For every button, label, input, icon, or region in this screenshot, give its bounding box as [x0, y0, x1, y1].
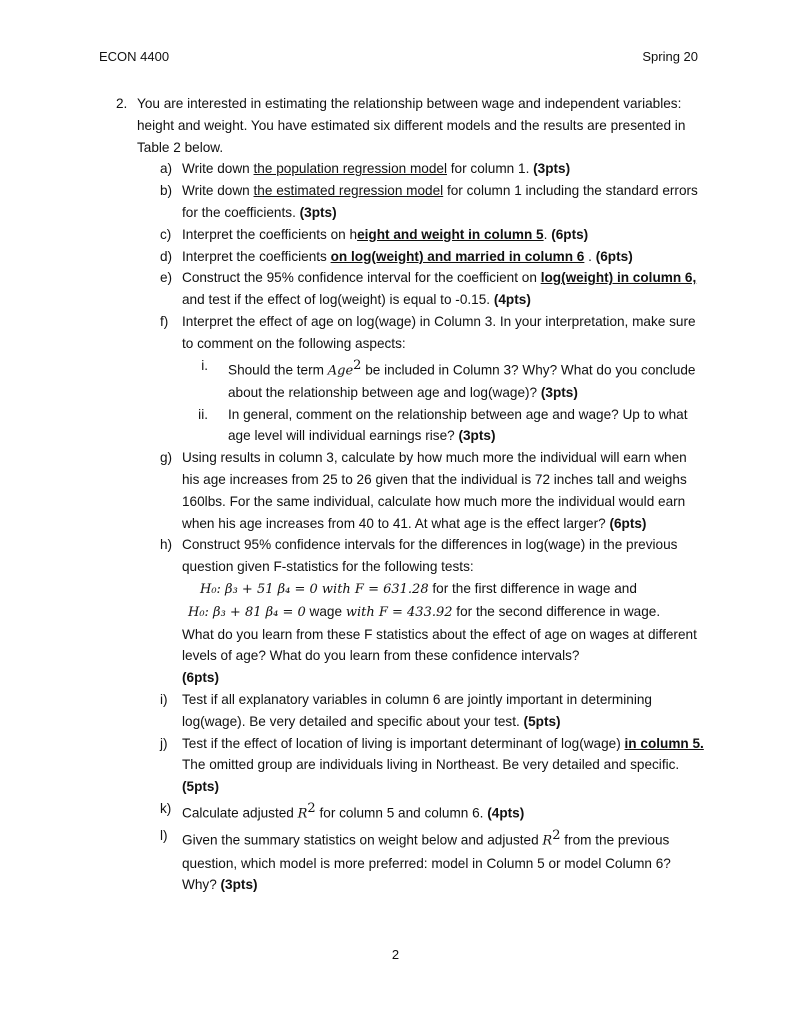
item-text: Given the summary statistics on weight below and adjusted: [182, 832, 543, 848]
item-points: (3pts): [458, 428, 496, 444]
item-label: e): [160, 270, 173, 286]
math-exponent: 2: [353, 357, 362, 373]
question-number: 2.: [116, 96, 128, 111]
hypothesis-2-math: H₀: β₃ + 81 β₄ = 0: [188, 604, 306, 620]
item-text: be included in Column 3? Why? What do you conclude about the relationship between age and log(wage)?: [228, 362, 696, 400]
math-age: Age: [327, 363, 354, 379]
math-exponent: 2: [552, 828, 561, 844]
item-points: (4pts): [493, 292, 531, 308]
item-label: l): [160, 828, 168, 844]
item-text: Calculate adjusted: [182, 805, 298, 821]
item-points: (3pts): [220, 877, 258, 893]
item-b: [137, 180, 706, 224]
item-text: .: [543, 226, 552, 242]
item-h: [137, 534, 706, 689]
hypothesis-2-word: wage: [305, 603, 346, 619]
item-label: j): [160, 735, 168, 751]
header-term: Spring 20: [642, 49, 698, 64]
hypothesis-1-text: for the first difference in wage and: [428, 581, 637, 597]
item-j: [137, 733, 706, 798]
item-text: Write down: [182, 183, 254, 199]
item-text: for column 1 including the standard errors for the coefficients.: [182, 183, 698, 220]
item-text: Should the term: [228, 362, 328, 378]
item-text: .: [584, 248, 596, 264]
item-label: g): [160, 450, 173, 466]
math-r-squared: R: [297, 806, 308, 822]
sub-item-label: i.: [201, 357, 208, 373]
item-label: d): [160, 248, 173, 264]
hypothesis-1: [182, 578, 706, 601]
item-c: [137, 224, 706, 246]
item-label: b): [160, 183, 173, 199]
question-intro: You are interested in estimating the relationship between wage and independent variables: height and weight. You have estimated six different models and the results are presented in Table 2 below.: [137, 96, 686, 155]
item-label: a): [160, 161, 173, 177]
item-e: [137, 267, 706, 311]
hypothesis-2-text: for the second difference in wage.: [452, 603, 661, 619]
item-text: Test if all explanatory variables in column 6 are jointly important in determining log(wage). Be very detailed and specific about your test.: [182, 692, 652, 729]
item-text: Write down: [182, 161, 254, 177]
item-points: (6pts): [182, 670, 220, 686]
item-text: Construct the 95% confidence interval for the coefficient on: [182, 270, 541, 286]
item-points: (3pts): [299, 204, 337, 220]
item-text: Using results in column 3, calculate by how much more the individual will earn when his age increases from 25 to 26 given that the individual is 72 inches tall and weighs 160lbs. For the same individual, calculate how much more the individual would earn when his age increases from 40 to 41. At what age is the effect larger?: [182, 450, 687, 531]
item-k: [137, 798, 706, 825]
item-underlined: eight and weight in column 5: [357, 226, 544, 242]
page-number: 2: [391, 947, 400, 962]
item-text: Test if the effect of location of living is important determinant of log(wage): [182, 735, 625, 751]
item-points: (6pts): [551, 226, 589, 242]
item-points: (5pts): [182, 779, 220, 795]
item-text: Interpret the effect of age on log(wage) in Column 3. In your interpretation, make sure to comment on the following aspects:: [182, 313, 696, 351]
item-points: (4pts): [487, 805, 525, 821]
item-text: What do you learn from these F statistics about the effect of age on wages at different levels of age? What do you learn from these confidence intervals?: [182, 626, 697, 664]
item-label: h): [160, 537, 173, 553]
item-text: Construct 95% confidence intervals for the differences in log(wage) in the previous question given F-statistics for the following tests:: [182, 537, 678, 575]
item-text: for column 1.: [447, 161, 534, 177]
item-text: for column 5 and column 6.: [315, 805, 488, 821]
item-label: k): [160, 801, 172, 817]
item-g: [137, 447, 706, 534]
sub-items: [182, 355, 706, 448]
sub-item-label: ii.: [198, 406, 208, 422]
hypothesis-1-math: H₀: β₃ + 51 β₄ = 0 with F = 631.28: [200, 582, 429, 598]
header-course: ECON 4400: [99, 49, 170, 64]
item-text: The omitted group are individuals living in Northeast. Be very detailed and specific.: [182, 757, 680, 773]
question-items: [137, 158, 706, 896]
item-underlined: the estimated regression model: [253, 183, 444, 199]
item-points: (3pts): [540, 384, 578, 400]
item-text: and test if the effect of log(weight) is equal to -0.15.: [182, 292, 494, 308]
item-label: c): [160, 226, 172, 242]
item-points: (6pts): [595, 248, 633, 264]
item-d: [137, 246, 706, 268]
math-exponent: 2: [307, 801, 316, 817]
item-text: from the previous question, which model is more preferred: model in Column 5 or model Column 6? Why?: [182, 832, 671, 893]
item-text: Interpret the coefficients on h: [182, 226, 358, 242]
item-text: In general, comment on the relationship between age and wage? Up to what age level will individual earnings rise?: [228, 406, 688, 444]
item-l: [137, 825, 706, 896]
item-underlined: log(weight) in column 6,: [540, 270, 697, 286]
item-a: [137, 158, 706, 180]
item-points: (5pts): [523, 713, 561, 729]
item-f: [137, 311, 706, 447]
item-underlined: in column 5.: [624, 735, 704, 751]
question-2: [116, 93, 706, 896]
item-points: (3pts): [533, 161, 571, 177]
item-points: (6pts): [609, 515, 647, 531]
item-text: Interpret the coefficients: [182, 248, 331, 264]
item-underlined: the population regression model: [253, 161, 447, 177]
sub-item-i: [182, 355, 706, 404]
item-i: [137, 689, 706, 733]
item-label: f): [160, 313, 169, 329]
hypothesis-2-fstat: with F = 433.92: [345, 604, 453, 620]
sub-item-ii: [182, 404, 706, 448]
item-underlined: on log(weight) and married in column 6: [330, 248, 585, 264]
hypothesis-2: [182, 601, 706, 624]
item-label: i): [160, 692, 168, 708]
math-r-squared: R: [542, 833, 553, 849]
